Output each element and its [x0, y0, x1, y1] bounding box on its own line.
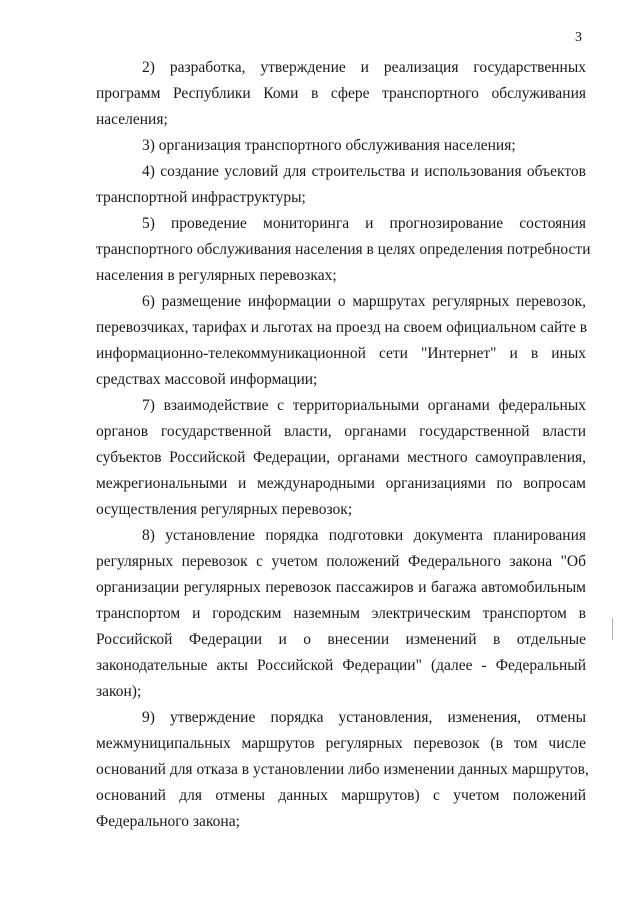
text-line: транспортной инфраструктуры;	[96, 189, 306, 206]
text-line: осуществления регулярных перевозок;	[96, 501, 353, 518]
text-line: регулярных перевозок с учетом положений Федерального закона "Об	[96, 553, 586, 570]
text-line: организации регулярных перевозок пассажиров и багажа автомобильным	[96, 579, 586, 596]
text-line: органов государственной власти, органами государственной власти	[96, 423, 586, 440]
text-line: 8) установление порядка подготовки документа планирования	[142, 527, 586, 544]
scan-margin-mark	[612, 618, 613, 640]
text-line: перевозчиках, тарифах и льготах на проезд на своем официальном сайте в	[96, 319, 588, 336]
text-line: законодательные акты Российской Федерации" (далее - Федеральный	[96, 657, 586, 674]
text-line: 2) разработка, утверждение и реализация государственных	[142, 59, 586, 76]
text-line: 3) организация транспортного обслуживания населения;	[142, 137, 516, 154]
document-body	[96, 55, 591, 835]
text-line: оснований для отмены данных маршрутов) с учетом положений	[96, 787, 586, 804]
text-line: 9) утверждение порядка установления, изменения, отмены	[142, 709, 586, 726]
text-line: средствах массовой информации;	[96, 371, 318, 388]
text-line: 5) проведение мониторинга и прогнозирование состояния	[142, 215, 586, 232]
text-line: оснований для отказа в установлении либо изменении данных маршрутов,	[96, 761, 589, 778]
text-line: Федерального закона;	[96, 813, 240, 830]
text-line: населения;	[96, 111, 168, 128]
text-line: межмуниципальных маршрутов регулярных перевозок (в том числе	[96, 735, 586, 752]
text-line: 7) взаимодействие с территориальными органами федеральных	[142, 397, 586, 414]
text-line: населения в регулярных перевозках;	[96, 267, 337, 284]
text-line: программ Республики Коми в сфере транспортного обслуживания	[96, 85, 586, 102]
text-line: транспортного обслуживания населения в целях определения потребности	[96, 241, 591, 258]
text-line: транспортом и городским наземным электрическим транспортом в	[96, 605, 586, 622]
page-number: 3	[575, 30, 582, 45]
text-line: субъектов Российской Федерации, органами местного самоуправления,	[96, 449, 586, 466]
text-line: 6) размещение информации о маршрутах регулярных перевозок,	[142, 293, 586, 310]
text-line: закон);	[96, 683, 142, 700]
text-line: межрегиональными и международными организациями по вопросам	[96, 475, 586, 492]
text-line: информационно-телекоммуникационной сети "Интернет" и в иных	[96, 345, 586, 362]
text-line: Российской Федерации и о внесении изменений в отдельные	[96, 631, 586, 648]
text-line: 4) создание условий для строительства и использования объектов	[142, 163, 586, 180]
